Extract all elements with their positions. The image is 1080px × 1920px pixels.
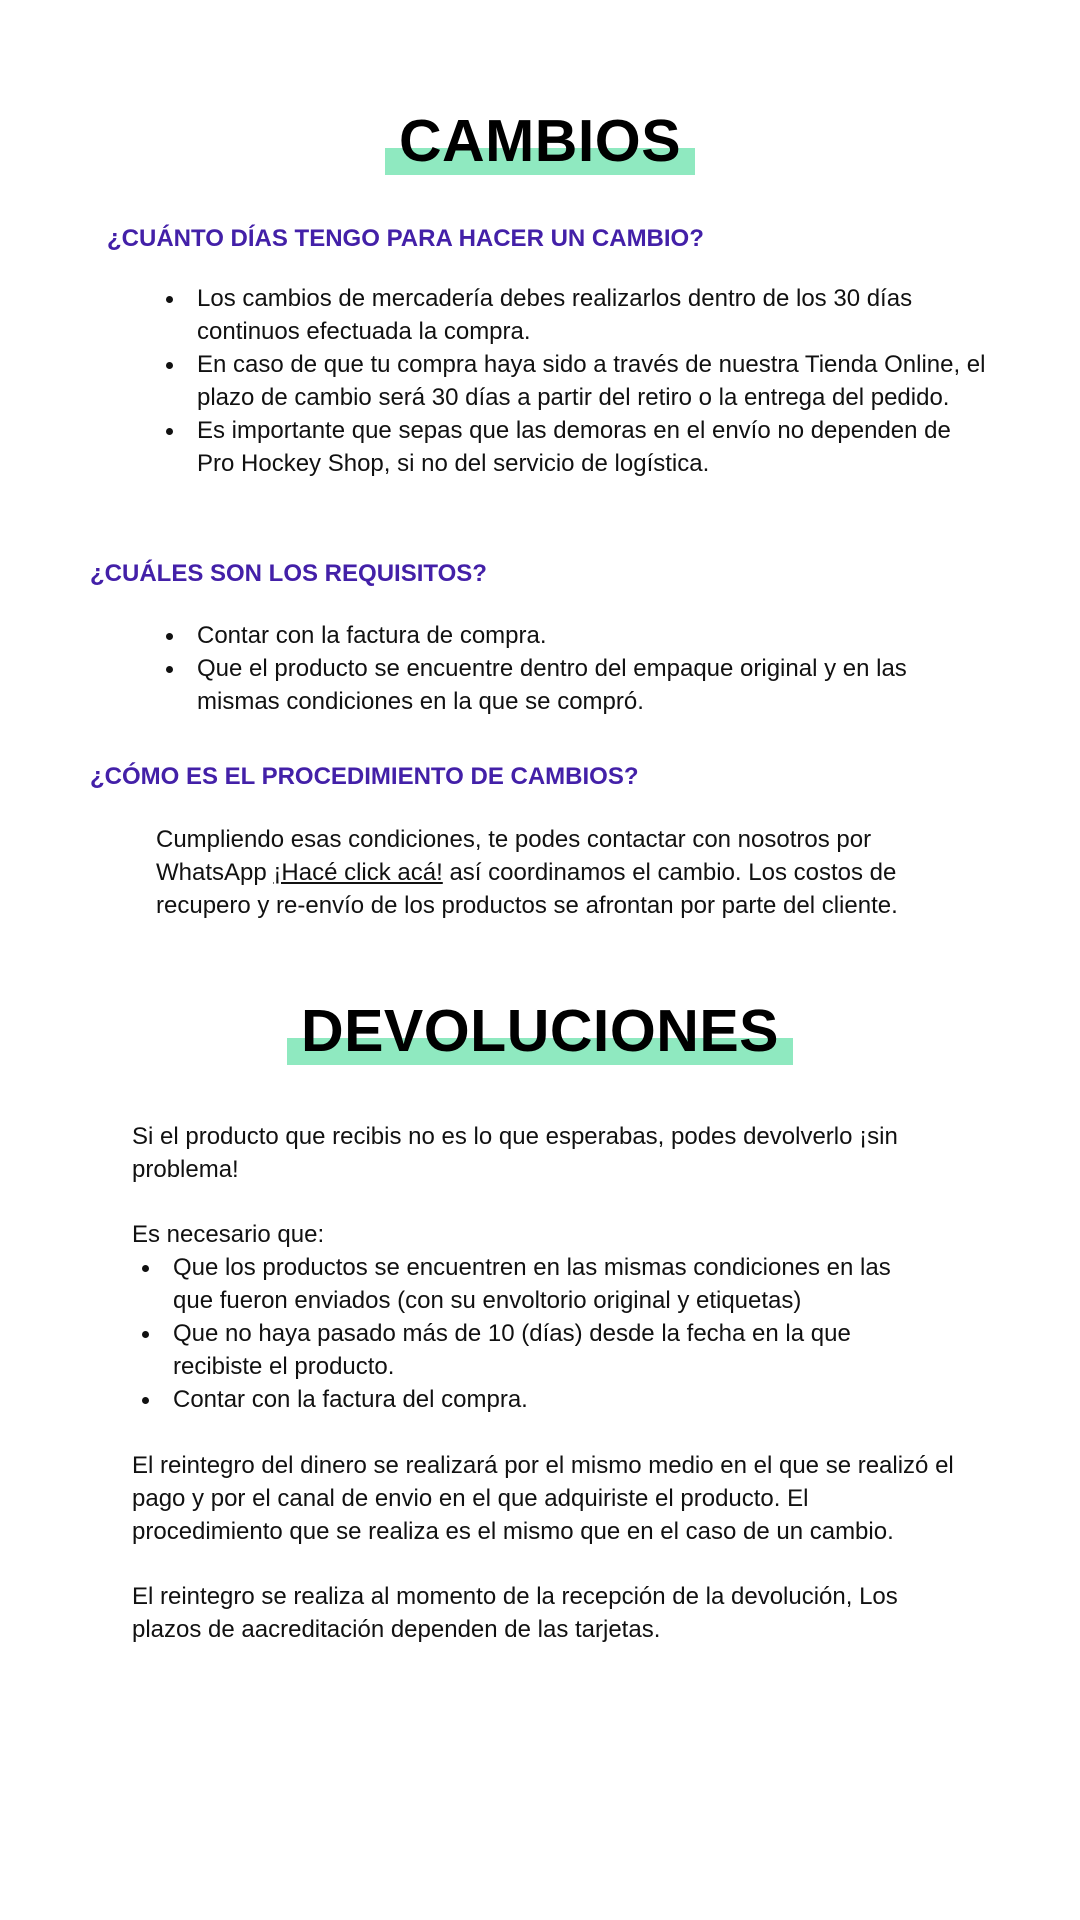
list-item: Contar con la factura del compra. [173, 1383, 933, 1416]
list-item: Es importante que sepas que las demoras en el envío no dependen de Pro Hockey Shop, si no del servicio de logística. [197, 414, 987, 480]
bullet-icon [142, 1265, 149, 1272]
list-item: Que no haya pasado más de 10 (días) desde la fecha en la que recibiste el producto. [173, 1317, 933, 1383]
procedure-text: Cumpliendo esas condiciones, te podes contactar con nosotros por WhatsApp ¡Hacé click acá! así coordinamos el cambio. Los costos de recupero y re-envío de los productos se afrontan por parte del cliente. [156, 826, 898, 919]
bullet-icon [142, 1397, 149, 1404]
whatsapp-link[interactable]: ¡Hacé click acá! [273, 859, 443, 886]
returns-intro: Si el producto que recibis no es lo que esperabas, podes devolverlo ¡sin problema! [132, 1123, 898, 1183]
list-item: En caso de que tu compra haya sido a través de nuestra Tienda Online, el plazo de cambio será 30 días a partir del retiro o la entrega del pedido. [197, 348, 987, 414]
bullet-icon [166, 666, 173, 673]
requirements-list [197, 619, 957, 718]
question-days: ¿CUÁNTO DÍAS TENGO PARA HACER UN CAMBIO? [107, 225, 704, 252]
returns-requirements-list [173, 1251, 933, 1416]
bullet-icon [166, 633, 173, 640]
bullet-icon [166, 428, 173, 435]
devoluciones-title-highlight [287, 998, 793, 1064]
refund-timing-text: El reintegro se realiza al momento de la recepción de la devolución, Los plazos de aacreditación dependen de las tarjetas. [132, 1583, 898, 1643]
list-item: Que el producto se encuentre dentro del empaque original y en las mismas condiciones en la que se compró. [197, 652, 957, 718]
devoluciones-title [0, 998, 1080, 1064]
cambios-title [0, 108, 1080, 174]
returns-requirements-label: Es necesario que: [132, 1221, 325, 1248]
days-list [197, 282, 987, 480]
list-item: Los cambios de mercadería debes realizarlos dentro de los 30 días continuos efectuada la compra. [197, 282, 987, 348]
devoluciones-title-text: DEVOLUCIONES [300, 998, 780, 1064]
bullet-icon [142, 1331, 149, 1338]
cambios-title-highlight [385, 108, 695, 174]
refund-method-text: El reintegro del dinero se realizará por el mismo medio en el que se realizó el pago y por el canal de envio en el que adquiriste el producto. El procedimiento que se realiza es el mismo que en el caso de un cambio. [132, 1452, 954, 1545]
bullet-icon [166, 296, 173, 303]
question-requirements: ¿CUÁLES SON LOS REQUISITOS? [90, 560, 487, 587]
question-procedure: ¿CÓMO ES EL PROCEDIMIENTO DE CAMBIOS? [90, 763, 639, 790]
list-item: Que los productos se encuentren en las mismas condiciones en las que fueron enviados (con su envoltorio original y etiquetas) [173, 1251, 933, 1317]
list-item: Contar con la factura de compra. [197, 619, 957, 652]
cambios-title-text: CAMBIOS [398, 108, 682, 174]
bullet-icon [166, 362, 173, 369]
